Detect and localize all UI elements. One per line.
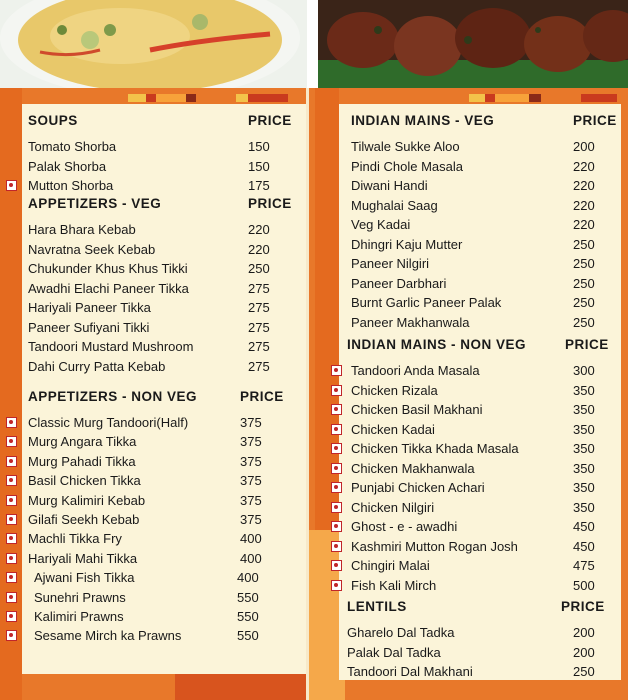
menu-item-price: 375	[240, 453, 262, 469]
menu-item	[309, 556, 628, 576]
menu-item-price: 450	[573, 519, 595, 534]
menu-item-price: 275	[248, 300, 270, 315]
menu-item	[309, 137, 628, 157]
menu-item	[0, 279, 309, 299]
menu-item-name: Navratna Seek Kebab	[28, 241, 156, 257]
menu-item-name: Chukunder Khus Khus Tikki	[28, 261, 188, 276]
menu-item	[309, 361, 628, 381]
menu-item-name: Tomato Shorba	[28, 139, 117, 154]
menu-item	[0, 259, 309, 279]
menu-item-name: Paneer Nilgiri	[351, 256, 430, 271]
menu-item-name: Ajwani Fish Tikka	[34, 570, 135, 586]
non-veg-icon	[6, 611, 17, 622]
menu-item-price: 275	[248, 358, 270, 374]
menu-item-name: Chicken Kadai	[351, 421, 435, 437]
non-veg-icon	[6, 417, 17, 428]
menu-item-name: Hariyali Mahi Tikka	[28, 550, 138, 566]
menu-item-name: Chicken Makhanwala	[351, 460, 475, 476]
non-veg-icon	[6, 572, 17, 583]
menu-item	[309, 576, 628, 596]
menu-item	[0, 357, 309, 377]
menu-item	[0, 607, 309, 627]
menu-item-name: Tilwale Sukke Aloo	[351, 139, 460, 154]
menu-item-price: 375	[240, 512, 262, 527]
menu-item-price: 150	[248, 139, 270, 154]
non-veg-icon	[6, 495, 17, 506]
menu-item	[309, 215, 628, 235]
menu-column-left	[0, 0, 309, 700]
menu-item-name: Chicken Basil Makhani	[351, 402, 483, 417]
menu-item-price: 375	[240, 415, 262, 430]
menu-item	[309, 176, 628, 196]
menu-item-price: 350	[573, 421, 595, 437]
menu-item-name: Mughalai Saag	[351, 197, 438, 213]
non-veg-icon	[331, 482, 342, 493]
menu-item-price: 350	[573, 441, 595, 456]
section-header-soups	[0, 111, 309, 131]
non-veg-icon	[6, 180, 17, 191]
menu-item-name: Sesame Mirch ka Prawns	[34, 628, 182, 644]
price-column-label: PRICE	[248, 113, 292, 128]
menu-item-price: 350	[573, 460, 595, 476]
menu-item-name: Mutton Shorba	[28, 178, 114, 193]
menu-item-price: 275	[248, 280, 270, 296]
menu-item	[0, 549, 309, 569]
non-veg-icon	[331, 502, 342, 513]
menu-item	[309, 313, 628, 333]
menu-item-price: 250	[573, 314, 595, 330]
menu-item-price: 375	[240, 473, 262, 489]
menu-item-name: Palak Dal Tadka	[347, 644, 441, 660]
menu-item-name: Diwani Handi	[351, 178, 428, 193]
non-veg-icon	[331, 404, 342, 415]
menu-item-price: 375	[240, 492, 262, 508]
price-column-label: PRICE	[248, 196, 292, 211]
non-veg-icon	[6, 592, 17, 603]
menu-item-name: Chicken Nilgiri	[351, 499, 435, 515]
menu-item	[309, 293, 628, 313]
menu-item	[309, 196, 628, 216]
menu-item	[309, 381, 628, 401]
menu-item-name: Classic Murg Tandoori(Half)	[28, 415, 189, 430]
menu-item	[0, 176, 309, 196]
menu-item	[309, 274, 628, 294]
menu-item-price: 220	[248, 241, 270, 257]
section-title: APPETIZERS - VEG	[28, 196, 162, 211]
non-veg-icon	[331, 365, 342, 376]
menu-item	[309, 254, 628, 274]
non-veg-icon	[6, 533, 17, 544]
non-veg-icon	[331, 463, 342, 474]
menu-item-name: Dahi Curry Patta Kebab	[28, 358, 166, 374]
menu-item	[0, 337, 309, 357]
menu-item	[0, 432, 309, 452]
non-veg-icon	[331, 580, 342, 591]
menu-item	[309, 157, 628, 177]
menu-item	[0, 588, 309, 608]
menu-item-price: 220	[573, 158, 595, 174]
section-title: INDIAN MAINS - VEG	[351, 113, 495, 128]
price-column-label: PRICE	[240, 389, 284, 404]
menu-item-price: 300	[573, 363, 595, 378]
menu-item	[309, 623, 628, 643]
menu-item	[0, 318, 309, 338]
menu-item	[309, 662, 628, 682]
menu-item-price: 200	[573, 625, 595, 640]
menu-item-price: 250	[573, 275, 595, 291]
menu-item	[309, 517, 628, 537]
menu-item-name: Punjabi Chicken Achari	[351, 480, 485, 495]
menu-item-price: 550	[237, 628, 259, 644]
section-header-lentils	[309, 597, 628, 617]
menu-item-name: Murg Angara Tikka	[28, 434, 137, 450]
menu-item-price: 220	[573, 197, 595, 213]
non-veg-icon	[331, 541, 342, 552]
non-veg-icon	[6, 436, 17, 447]
menu-item-price: 250	[573, 236, 595, 252]
menu-item	[309, 420, 628, 440]
menu-column-right	[309, 0, 628, 700]
menu-item-name: Machli Tikka Fry	[28, 531, 122, 547]
non-veg-icon	[6, 553, 17, 564]
menu-item	[0, 510, 309, 530]
menu-item-price: 200	[573, 644, 595, 660]
menu-item-name: Dhingri Kaju Mutter	[351, 236, 463, 252]
menu-item-price: 250	[573, 664, 595, 679]
menu-item	[309, 459, 628, 479]
menu-item-name: Tandoori Mustard Mushroom	[28, 339, 194, 354]
menu-item	[0, 626, 309, 646]
menu-item-name: Awadhi Elachi Paneer Tikka	[28, 280, 189, 296]
menu-item-price: 375	[240, 434, 262, 450]
section-title: SOUPS	[28, 113, 78, 128]
menu-item-price: 400	[240, 531, 262, 547]
section-header-appetizers-nonveg	[0, 387, 309, 407]
menu-item-price: 250	[573, 295, 595, 310]
menu-item-name: Ghost - e - awadhi	[351, 519, 458, 534]
menu-item-name: Gharelo Dal Tadka	[347, 625, 455, 640]
price-column-label: PRICE	[573, 113, 617, 128]
menu-item-price: 220	[573, 217, 595, 232]
menu-item	[0, 568, 309, 588]
menu-item-name: Kashmiri Mutton Rogan Josh	[351, 538, 518, 554]
price-column-label: PRICE	[565, 337, 609, 352]
non-veg-icon	[6, 475, 17, 486]
menu-item	[0, 240, 309, 260]
menu-item-name: Chicken Rizala	[351, 382, 438, 398]
menu-item-price: 350	[573, 382, 595, 398]
menu-item-name: Murg Pahadi Tikka	[28, 453, 136, 469]
menu-item-name: Tandoori Anda Masala	[351, 363, 480, 378]
section-header-mains-veg	[309, 111, 628, 131]
menu-item-name: Fish Kali Mirch	[351, 577, 437, 593]
menu-item	[0, 413, 309, 433]
section-header-mains-nonveg	[309, 335, 628, 355]
menu-item-name: Pindi Chole Masala	[351, 158, 464, 174]
menu-item	[309, 439, 628, 459]
price-column-label: PRICE	[561, 599, 605, 614]
non-veg-icon	[331, 560, 342, 571]
menu-item	[0, 298, 309, 318]
menu-item-price: 350	[573, 402, 595, 417]
non-veg-icon	[331, 443, 342, 454]
menu-item	[0, 157, 309, 177]
menu-item	[0, 452, 309, 472]
menu-item-price: 175	[248, 178, 270, 193]
menu-item	[0, 220, 309, 240]
menu-item	[0, 529, 309, 549]
menu-item	[309, 498, 628, 518]
section-title: INDIAN MAINS - NON VEG	[347, 337, 527, 352]
menu-item	[0, 491, 309, 511]
menu-item-price: 150	[248, 158, 270, 174]
menu-item-name: Chicken Tikka Khada Masala	[351, 441, 519, 456]
menu-item-name: Hariyali Paneer Tikka	[28, 300, 151, 315]
non-veg-icon	[6, 514, 17, 525]
menu-item	[309, 643, 628, 663]
menu-item-price: 220	[248, 222, 270, 237]
menu-item-price: 550	[237, 589, 259, 605]
menu-item-name: Sunehri Prawns	[34, 589, 126, 605]
menu-item-name: Basil Chicken Tikka	[28, 473, 141, 489]
menu-item-price: 550	[237, 609, 259, 624]
menu-item-name: Veg Kadai	[351, 217, 411, 232]
section-title: APPETIZERS - NON VEG	[28, 389, 198, 404]
menu-item-name: Murg Kalimiri Kebab	[28, 492, 146, 508]
menu-item-name: Chingiri Malai	[351, 558, 430, 573]
section-header-appetizers-veg	[0, 194, 309, 214]
menu-item-price: 220	[573, 178, 595, 193]
menu-item-name: Paneer Sufiyani Tikki	[28, 319, 150, 335]
menu-item-price: 275	[248, 339, 270, 354]
menu-item-name: Palak Shorba	[28, 158, 107, 174]
menu-item-price: 475	[573, 558, 595, 573]
menu-item-name: Hara Bhara Kebab	[28, 222, 136, 237]
menu-item	[309, 537, 628, 557]
menu-item-price: 400	[240, 550, 262, 566]
menu-item	[0, 471, 309, 491]
menu-item-price: 275	[248, 319, 270, 335]
menu-item	[0, 137, 309, 157]
menu-item-price: 200	[573, 139, 595, 154]
non-veg-icon	[331, 521, 342, 532]
menu-item-name: Gilafi Seekh Kebab	[28, 512, 140, 527]
menu-item-price: 450	[573, 538, 595, 554]
non-veg-icon	[331, 424, 342, 435]
menu-item-price: 350	[573, 499, 595, 515]
menu-item-price: 400	[237, 570, 259, 586]
section-title: LENTILS	[347, 599, 407, 614]
menu-item-price: 500	[573, 577, 595, 593]
non-veg-icon	[6, 630, 17, 641]
menu-item-name: Kalimiri Prawns	[34, 609, 124, 624]
menu-item	[309, 478, 628, 498]
menu-item-price: 350	[573, 480, 595, 495]
menu-item	[309, 235, 628, 255]
menu-item-name: Paneer Darbhari	[351, 275, 447, 291]
menu-item-price: 250	[248, 261, 270, 276]
menu-item-name: Burnt Garlic Paneer Palak	[351, 295, 502, 310]
menu-item-price: 250	[573, 256, 595, 271]
non-veg-icon	[6, 456, 17, 467]
menu-item-name: Tandoori Dal Makhani	[347, 664, 473, 679]
menu-item	[309, 400, 628, 420]
non-veg-icon	[331, 385, 342, 396]
menu-item-name: Paneer Makhanwala	[351, 314, 470, 330]
